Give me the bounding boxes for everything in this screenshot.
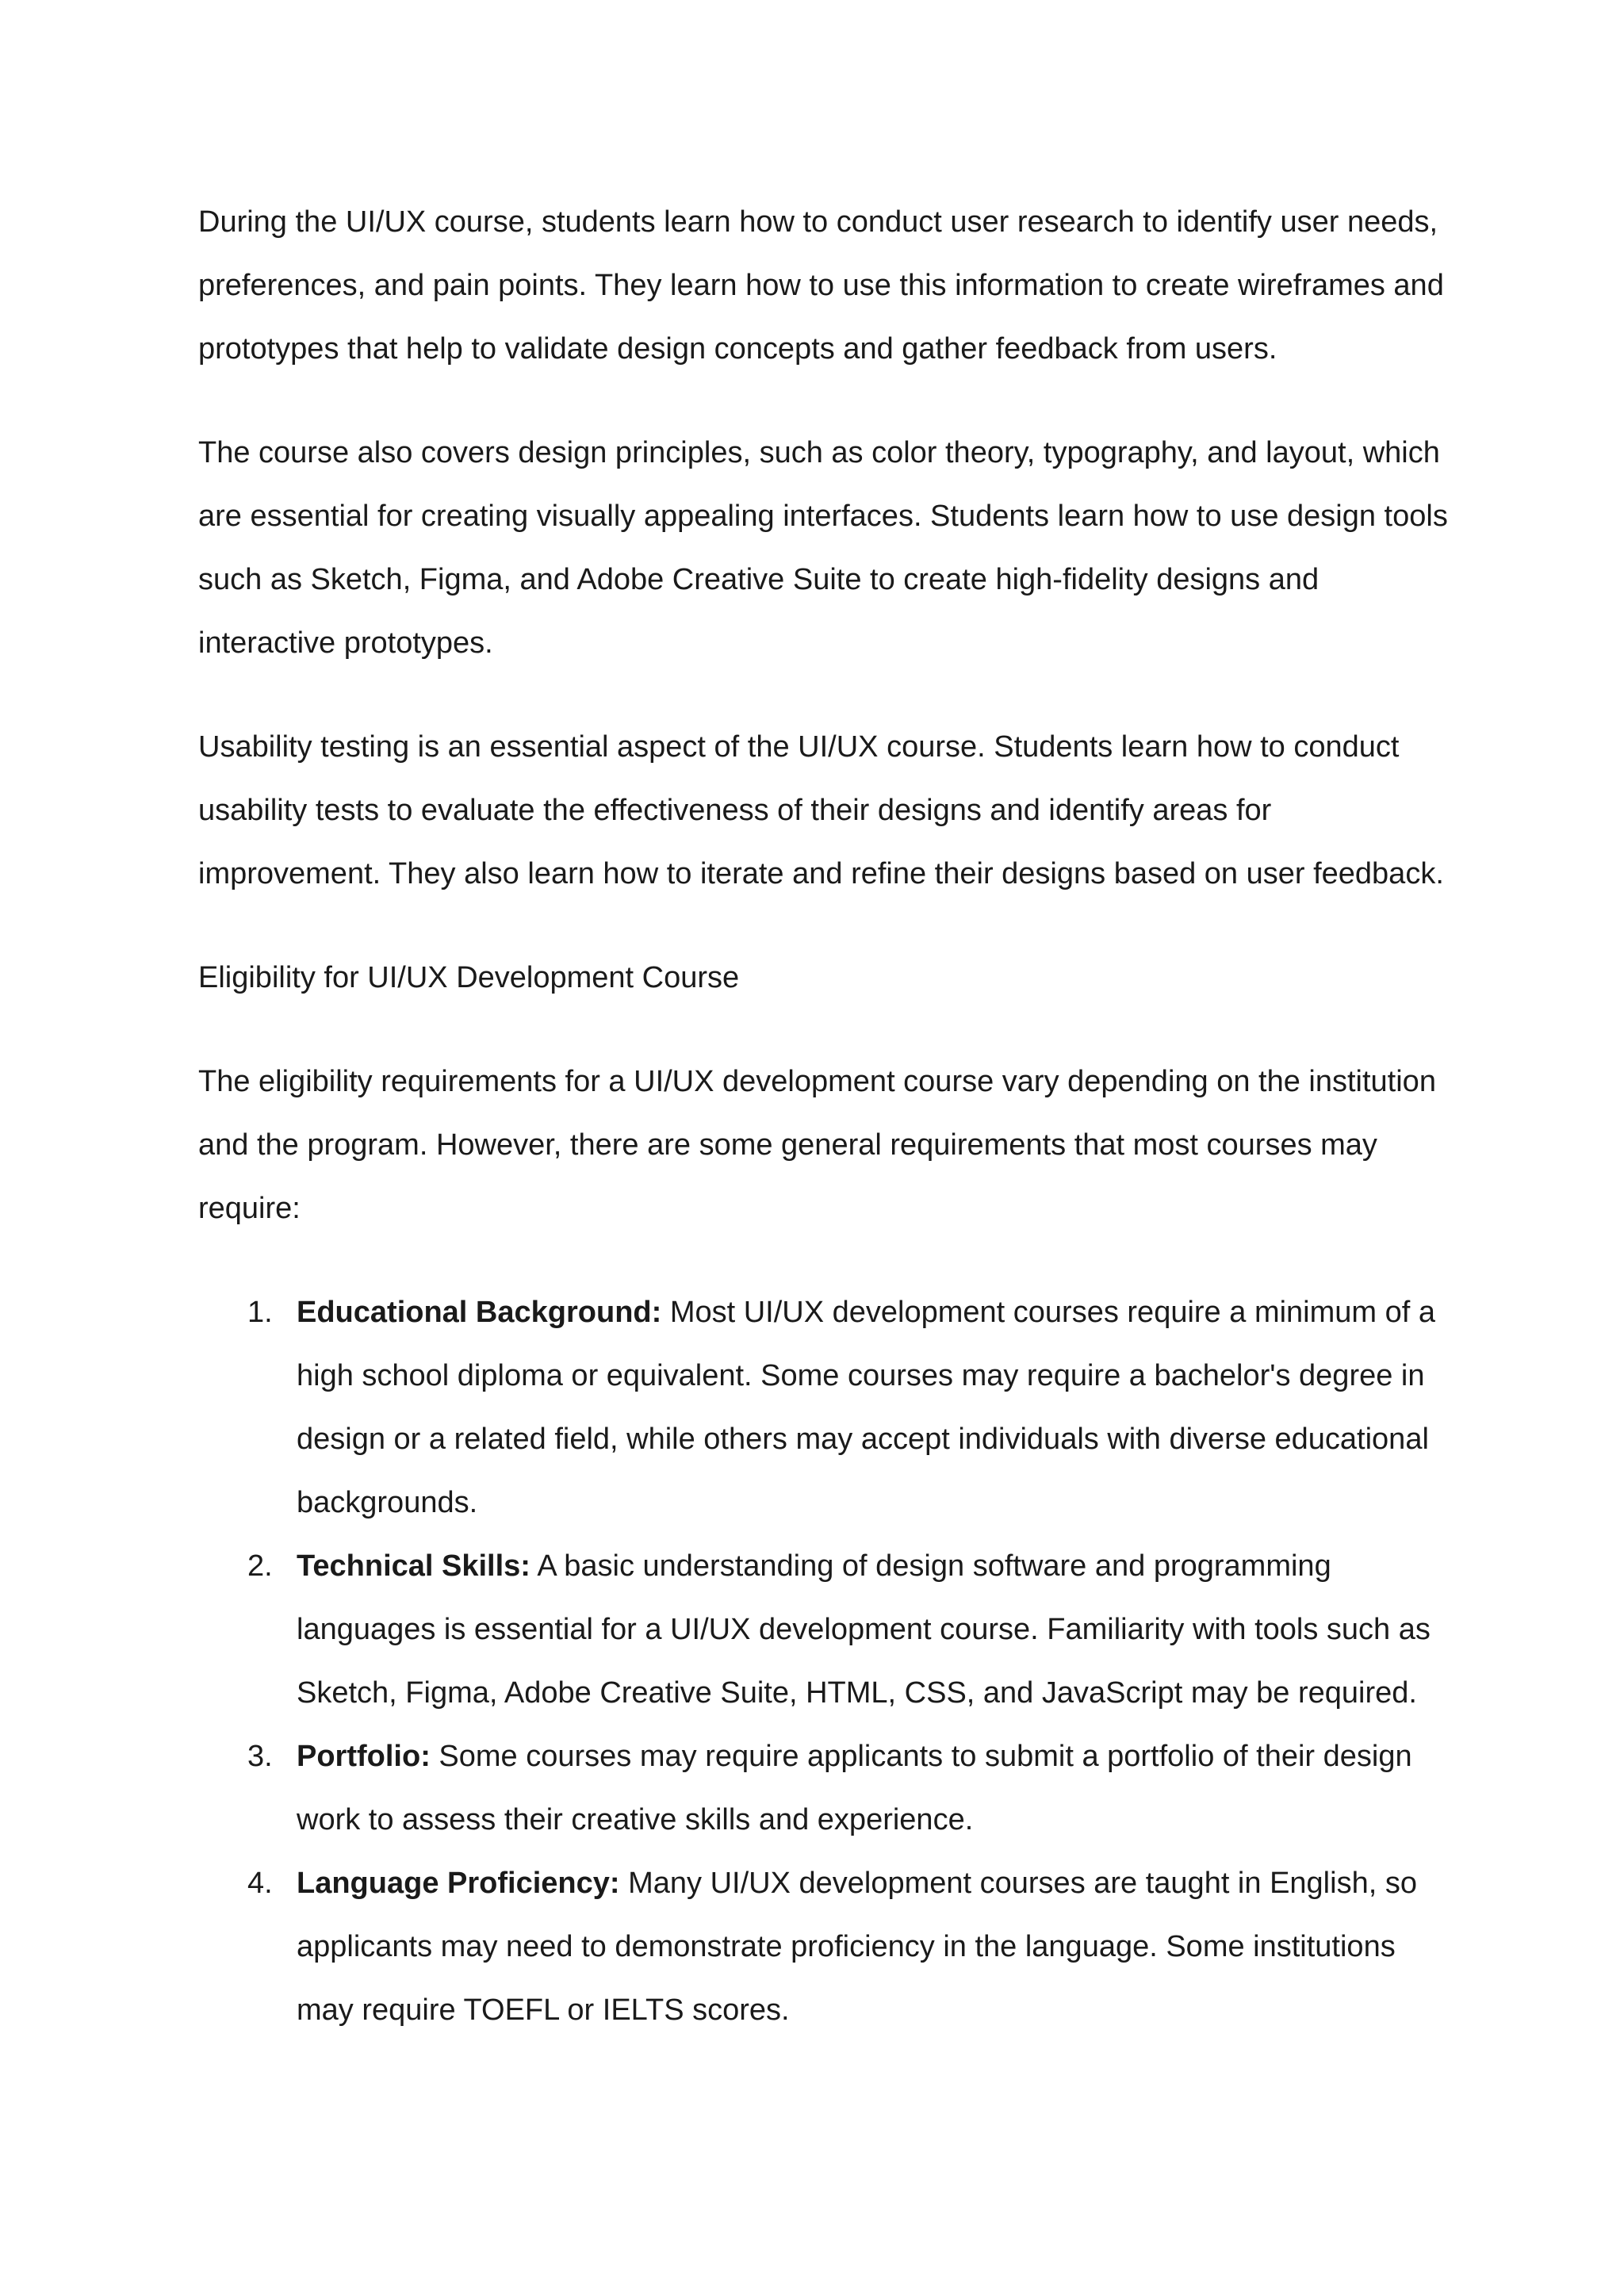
paragraph-design-principles: The course also covers design principles, such as color theory, typography, and layout, which are essential for creating visually appealing interfaces. Students learn how to use design tools such as Sketch, Figma, and Adobe Creative Suite to create high-fidelity designs and interactive prototypes. <box>198 436 1448 660</box>
list-item <box>198 1281 1451 1534</box>
list-item-term: Technical Skills: <box>297 1549 530 1583</box>
paragraph-usability-testing: Usability testing is an essential aspect of the UI/UX course. Students learn how to conduct usability tests to evaluate the effectiveness of their designs and identify areas for improvement. They also learn how to iterate and refine their designs based on user feedback. <box>198 730 1444 890</box>
paragraph-eligibility-intro: The eligibility requirements for a UI/UX development course vary depending on the institution and the program. However, there are some general requirements that most courses may require: <box>198 1065 1436 1225</box>
list-item-number: 3. <box>247 1740 273 1773</box>
list-item-number: 1. <box>247 1296 273 1329</box>
list-item-text: A basic understanding of design software and programming languages is essential for a UI/UX development course. Familiarity with tools such as Sketch, Figma, Adobe Creative Suite, HTML, CSS, and JavaScript may be required. <box>297 1549 1431 1710</box>
list-item <box>198 1725 1451 1852</box>
document-body <box>198 190 1451 2042</box>
list-item <box>198 1852 1451 2042</box>
list-item-number: 2. <box>247 1549 273 1583</box>
list-item-term: Portfolio: <box>297 1740 431 1773</box>
list-item <box>198 1534 1451 1725</box>
list-item-text: Most UI/UX development courses require a minimum of a high school diploma or equivalent. Some courses may require a bachelor's degree in design or a related field, while others may accept individuals with diverse educational backgrounds. <box>297 1296 1435 1519</box>
paragraph-user-research: During the UI/UX course, students learn how to conduct user research to identify user needs, preferences, and pain points. They learn how to use this information to create wireframes and prototypes that help to validate design concepts and gather feedback from users. <box>198 205 1444 366</box>
list-item-number: 4. <box>247 1867 273 1900</box>
requirements-list <box>198 1281 1451 2042</box>
list-item-term: Language Proficiency: <box>297 1867 620 1900</box>
list-item-text: Many UI/UX development courses are taught in English, so applicants may need to demonstrate proficiency in the language. Some institutions may require TOEFL or IELTS scores. <box>297 1867 1417 2027</box>
list-item-term: Educational Background: <box>297 1296 662 1329</box>
section-heading-eligibility: Eligibility for UI/UX Development Course <box>198 961 740 994</box>
list-item-text: Some courses may require applicants to submit a portfolio of their design work to assess their creative skills and experience. <box>297 1740 1412 1836</box>
